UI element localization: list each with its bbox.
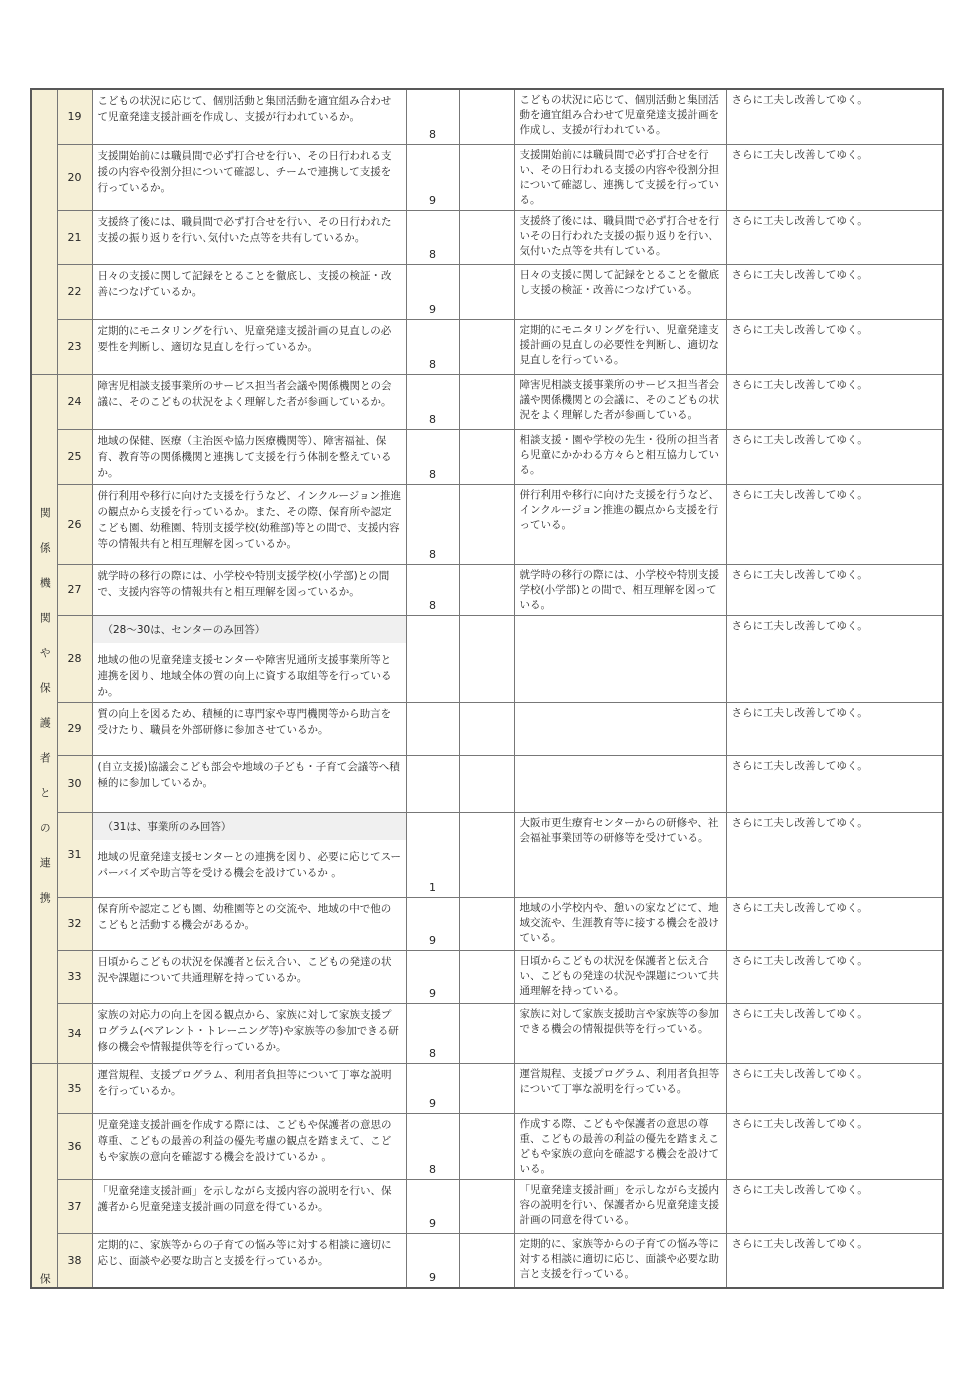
check-cell [459, 319, 514, 374]
response-cell: 併行利用や移行に向けた支援を行うなど、インクルージョン推進の観点から支援を行っている。 [514, 484, 726, 564]
question-cell [92, 615, 406, 702]
question-text: 運営規程、支援プログラム、利用者負担等について丁寧な説明を行っているか。 [97, 1068, 392, 1097]
response-cell: 大阪市更生療育センターからの研修や、社会福祉事業団等の研修等を受けている。 [514, 812, 726, 897]
comment-cell: さらに工夫し改善してゆく。 [726, 319, 943, 374]
row-number: 29 [57, 702, 92, 755]
response-cell: 定期的に、家族等からの子育ての悩み等に対する相談に適切に応じ、面談や必要な助言と支援を行っている。 [514, 1233, 726, 1288]
response-cell: 日々の支援に関して記録をとることを徹底し支援の検証・改善につなげている。 [514, 264, 726, 319]
check-cell [459, 950, 514, 1003]
comment-cell: さらに工夫し改善してゆく。 [726, 897, 943, 950]
check-cell [459, 1113, 514, 1179]
score-cell: 8 [406, 319, 459, 374]
check-cell [459, 702, 514, 755]
table-row [31, 1063, 943, 1113]
comment-cell: さらに工夫し改善してゆく。 [726, 1113, 943, 1179]
check-cell [459, 484, 514, 564]
table-row [31, 755, 943, 812]
comment-cell: さらに工夫し改善してゆく。 [726, 144, 943, 210]
question-cell [92, 897, 406, 950]
question-cell [92, 1113, 406, 1179]
row-number: 30 [57, 755, 92, 812]
table-row [31, 1179, 943, 1233]
score-cell: 8 [406, 210, 459, 264]
question-cell [92, 1063, 406, 1113]
score-cell: 8 [406, 89, 459, 144]
score-cell: 8 [406, 1003, 459, 1063]
comment-cell: さらに工夫し改善してゆく。 [726, 1063, 943, 1113]
check-cell [459, 897, 514, 950]
row-number: 31 [57, 812, 92, 897]
question-text: 支援終了後には、職員間で必ず打合せを行い、その日行われた支援の振り返りを行い､気付いた点等を共有しているか。 [97, 215, 392, 244]
table-row [31, 1233, 943, 1288]
comment-cell: さらに工夫し改善してゆく。 [726, 1179, 943, 1233]
row-number: 33 [57, 950, 92, 1003]
row-number: 19 [57, 89, 92, 144]
response-cell: 就学時の移行の際には、小学校や特別支援学校(小学部)との間で、相互理解を図っている。 [514, 564, 726, 615]
row-number: 26 [57, 484, 92, 564]
score-cell [406, 702, 459, 755]
row-number: 22 [57, 264, 92, 319]
response-cell: 地域の小学校内や、憩いの家などにて、地域交流や、生涯教育等に接する機会を設けている。 [514, 897, 726, 950]
check-cell [459, 210, 514, 264]
table-row [31, 264, 943, 319]
evaluation-table [30, 88, 944, 1289]
table-row [31, 429, 943, 484]
response-cell: 支援終了後には、職員間で必ず打合せを行いその日行われた支援の振り返りを行い､気付いた点等を共有している。 [514, 210, 726, 264]
comment-cell: さらに工夫し改善してゆく。 [726, 1003, 943, 1063]
table-row [31, 484, 943, 564]
table-row [31, 812, 943, 897]
score-cell: 8 [406, 429, 459, 484]
question-cell [92, 89, 406, 144]
question-text: 障害児相談支援事業所のサービス担当者会議や関係機関との会議に、そのこどもの状況をよく理解した者が参画しているか。 [97, 379, 392, 408]
question-text: 家族の対応力の向上を図る観点から、家族に対して家族支援プログラム(ペアレント・トレーニング等)や家族等の参加できる研修の機会や情報提供等を行っているか。 [97, 1008, 399, 1053]
question-note: （28～30は、センターのみ回答） [93, 616, 406, 643]
score-cell: 8 [406, 564, 459, 615]
score-cell: 8 [406, 1113, 459, 1179]
question-cell [92, 812, 406, 897]
row-number: 36 [57, 1113, 92, 1179]
comment-cell: さらに工夫し改善してゆく。 [726, 755, 943, 812]
question-text: こどもの状況に応じて、個別活動と集団活動を適宜組み合わせて児童発達支援計画を作成し、支援が行われているか。 [97, 95, 392, 123]
score-cell: 9 [406, 144, 459, 210]
response-cell: 支援開始前には職員間で必ず打合せを行い、その日行われる支援の内容や役割分担について確認し、連携して支援を行っている。 [514, 144, 726, 210]
question-text: 地域の他の児童発達支援センターや障害児通所支援事業所等と連携を図り、地域全体の質の向上に資する取組等を行っているか。 [97, 653, 392, 698]
table-row [31, 210, 943, 264]
question-cell [92, 264, 406, 319]
response-cell: 家族に対して家族支援助言や家族等の参加できる機会の情報提供等を行っている。 [514, 1003, 726, 1063]
comment-cell: さらに工夫し改善してゆく。 [726, 950, 943, 1003]
row-number: 23 [57, 319, 92, 374]
response-cell: 相談支援・園や学校の先生・役所の担当者ら児童にかかわる方々らと相互協力している。 [514, 429, 726, 484]
check-cell [459, 429, 514, 484]
question-text: 保育所や認定こども園、幼稚園等との交流や、地域の中で他のこどもと活動する機会があるか。 [97, 902, 392, 931]
category-cell [31, 374, 57, 1063]
check-cell [459, 144, 514, 210]
score-cell [406, 615, 459, 702]
comment-cell: さらに工夫し改善してゆく。 [726, 210, 943, 264]
row-number: 28 [57, 615, 92, 702]
question-cell [92, 144, 406, 210]
check-cell [459, 1179, 514, 1233]
check-cell [459, 564, 514, 615]
row-number: 24 [57, 374, 92, 429]
question-text: 質の向上を図るため、積極的に専門家や専門機関等から助言を受けたり、職員を外部研修に参加させているか。 [97, 707, 392, 736]
question-cell [92, 702, 406, 755]
score-cell [406, 755, 459, 812]
check-cell [459, 1003, 514, 1063]
question-text: 支援開始前には職員間で必ず打合せを行い、その日行われる支援の内容や役割分担について確認し、チームで連携して支援を行っているか。 [97, 149, 392, 194]
comment-cell: さらに工夫し改善してゆく。 [726, 429, 943, 484]
question-cell [92, 1233, 406, 1288]
question-text: 就学時の移行の際には、小学校や特別支援学校(小学部)との間で、支援内容等の情報共有と相互理解を図っているか。 [97, 569, 390, 598]
question-cell [92, 564, 406, 615]
comment-cell: さらに工夫し改善してゆく。 [726, 89, 943, 144]
question-text: 定期的にモニタリングを行い、児童発達支援計画の見直しの必要性を判断し、適切な見直しを行っているか。 [97, 324, 392, 353]
score-cell: 9 [406, 897, 459, 950]
question-text: (自立支援)協議会こども部会や地域の子ども・子育て会議等へ積極的に参加しているか。 [97, 760, 400, 789]
category-cell [31, 1063, 57, 1288]
check-cell [459, 264, 514, 319]
score-cell: 1 [406, 812, 459, 897]
category-label: 保 [38, 1273, 52, 1286]
score-cell: 9 [406, 264, 459, 319]
score-cell: 8 [406, 484, 459, 564]
row-number: 27 [57, 564, 92, 615]
comment-cell: さらに工夫し改善してゆく。 [726, 374, 943, 429]
table-row [31, 897, 943, 950]
score-cell: 8 [406, 374, 459, 429]
question-text: 児童発達支援計画を作成する際には、こどもや保護者の意思の尊重、こどもの最善の利益の優先考慮の観点を踏まえて、こどもや家族の意向を確認する機会を設けているか 。 [97, 1118, 392, 1163]
response-cell: 「児童発達支援計画」を示しながら支援内容の説明を行い、保護者から児童発達支援計画の同意を得ている。 [514, 1179, 726, 1233]
question-text: 定期的に、家族等からの子育ての悩み等に対する相談に適切に応じ、面談や必要な助言と支援を行っているか。 [97, 1238, 392, 1267]
category-cell [31, 89, 57, 374]
score-cell: 9 [406, 950, 459, 1003]
response-cell: 運営規程、支援プログラム、利用者負担等について丁寧な説明を行っている。 [514, 1063, 726, 1113]
check-cell [459, 615, 514, 702]
question-text: 地域の保健、医療（主治医や協力医療機関等）、障害福祉、保育、教育等の関係機関と連携して支援を行う体制を整えているか。 [97, 434, 392, 479]
question-text: 地域の児童発達支援センターとの連携を図り、必要に応じてスーパーバイズや助言等を受ける機会を設けているか 。 [97, 850, 402, 879]
comment-cell: さらに工夫し改善してゆく。 [726, 812, 943, 897]
question-text: 併行利用や移行に向けた支援を行うなど、インクルージョン推進の観点から支援を行っているか。また、その際、保育所や認定こども園、幼稚園、特別支援学校(幼稚部)等との間で、支援内容等の情報共有と相互理解を図っているか。 [97, 489, 402, 550]
comment-cell: さらに工夫し改善してゆく。 [726, 484, 943, 564]
response-cell: 日頃からこどもの状況を保護者と伝え合い、こどもの発達の状況や課題について共通理解を持っている。 [514, 950, 726, 1003]
table-row [31, 615, 943, 702]
response-cell: 障害児相談支援事業所のサービス担当者会議や関係機関との会議に、そのこどもの状況をよく理解した者が参画している。 [514, 374, 726, 429]
comment-cell: さらに工夫し改善してゆく。 [726, 1233, 943, 1288]
question-cell [92, 484, 406, 564]
question-cell [92, 1179, 406, 1233]
response-cell: 作成する際、こどもや保護者の意思の尊重、こどもの最善の利益の優先を踏まえこどもや家族の意向を確認する機会を設けている。 [514, 1113, 726, 1179]
check-cell [459, 755, 514, 812]
score-cell: 9 [406, 1233, 459, 1288]
category-label: 関係機関や保護者との連携 [38, 506, 52, 927]
comment-cell: さらに工夫し改善してゆく。 [726, 615, 943, 702]
table-row [31, 1113, 943, 1179]
question-cell [92, 319, 406, 374]
response-cell [514, 755, 726, 812]
question-cell [92, 374, 406, 429]
row-number: 25 [57, 429, 92, 484]
row-number: 21 [57, 210, 92, 264]
table-row [31, 374, 943, 429]
question-note: （31は、事業所のみ回答） [93, 813, 406, 840]
row-number: 20 [57, 144, 92, 210]
check-cell [459, 1063, 514, 1113]
question-cell [92, 755, 406, 812]
response-cell [514, 702, 726, 755]
table-row [31, 950, 943, 1003]
question-cell [92, 1003, 406, 1063]
question-text: 日々の支援に関して記録をとることを徹底し、支援の検証・改善につなげているか。 [97, 269, 392, 298]
response-cell: 定期的にモニタリングを行い、児童発達支援計画の見直しの必要性を判断し、適切な見直しを行っている。 [514, 319, 726, 374]
row-number: 32 [57, 897, 92, 950]
question-cell [92, 950, 406, 1003]
comment-cell: さらに工夫し改善してゆく。 [726, 702, 943, 755]
check-cell [459, 89, 514, 144]
table-row [31, 144, 943, 210]
table-row [31, 1003, 943, 1063]
table-row [31, 702, 943, 755]
check-cell [459, 1233, 514, 1288]
response-cell: こどもの状況に応じて、個別活動と集団活動を適宜組み合わせて児童発達支援計画を作成し、支援が行われている。 [514, 89, 726, 144]
comment-cell: さらに工夫し改善してゆく。 [726, 264, 943, 319]
table-row [31, 89, 943, 144]
question-text: 日頃からこどもの状況を保護者と伝え合い、こどもの発達の状況や課題について共通理解を持っているか。 [97, 955, 392, 984]
score-cell: 9 [406, 1063, 459, 1113]
row-number: 34 [57, 1003, 92, 1063]
row-number: 37 [57, 1179, 92, 1233]
row-number: 35 [57, 1063, 92, 1113]
table-row [31, 319, 943, 374]
response-cell [514, 615, 726, 702]
comment-cell: さらに工夫し改善してゆく。 [726, 564, 943, 615]
check-cell [459, 374, 514, 429]
table-row [31, 564, 943, 615]
question-cell [92, 429, 406, 484]
question-text: 「児童発達支援計画」を示しながら支援内容の説明を行い、保護者から児童発達支援計画の同意を得ているか。 [97, 1184, 392, 1213]
score-cell: 9 [406, 1179, 459, 1233]
check-cell [459, 812, 514, 897]
question-cell [92, 210, 406, 264]
row-number: 38 [57, 1233, 92, 1288]
